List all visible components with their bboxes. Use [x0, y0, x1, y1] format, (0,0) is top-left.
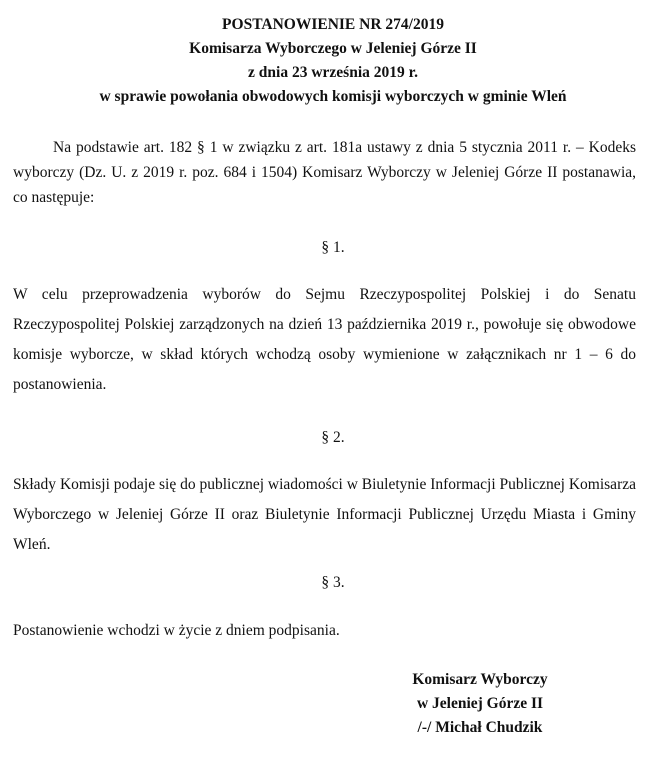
section-2-heading: § 2.: [321, 429, 345, 446]
signature-role: Komisarz Wyborczy: [412, 671, 548, 688]
document-subject: w sprawie powołania obwodowych komisji wyborczych w gminie Wleń: [99, 88, 567, 105]
signature-place: w Jeleniej Górze II: [416, 695, 544, 712]
document-date: z dnia 23 września 2019 r.: [248, 64, 418, 81]
section-1-heading: § 1.: [321, 239, 345, 256]
section-2-text: Składy Komisji podaje się do publicznej wiadomości w Biuletynie Informacji Publicznej Komisarza Wyborczego w Jeleniej Górze II oraz Biuletynie Informacji Publicznej Urzędu Miasta i Gminy Wleń.: [13, 476, 636, 553]
section-3-heading: § 3.: [321, 574, 345, 591]
signature-name: /-/ Michał Chudzik: [417, 719, 543, 736]
signature-block: [395, 668, 565, 740]
document-header: [0, 13, 666, 109]
section-3-text: Postanowienie wchodzi w życie z dniem podpisania.: [13, 622, 340, 639]
document-issuer: Komisarza Wyborczego w Jeleniej Górze II: [189, 40, 477, 57]
section-1-text: W celu przeprowadzenia wyborów do Sejmu Rzeczypospolitej Polskiej i do Senatu Rzeczypospolitej Polskiej zarządzonych na dzień 13 października 2019 r., powołuje się obwodowe komisje wyborcze, w skład których wchodzą osoby wymienione w załącznikach nr 1 – 6 do postanowienia.: [13, 286, 636, 393]
document-title: POSTANOWIENIE NR 274/2019: [222, 16, 444, 33]
intro-paragraph: Na podstawie art. 182 § 1 w związku z art. 181a ustawy z dnia 5 stycznia 2011 r. – Kodeks wyborczy (Dz. U. z 2019 r. poz. 684 i 1504) Komisarz Wyborczy w Jeleniej Górze II postanawia, co następuje:: [13, 139, 636, 206]
